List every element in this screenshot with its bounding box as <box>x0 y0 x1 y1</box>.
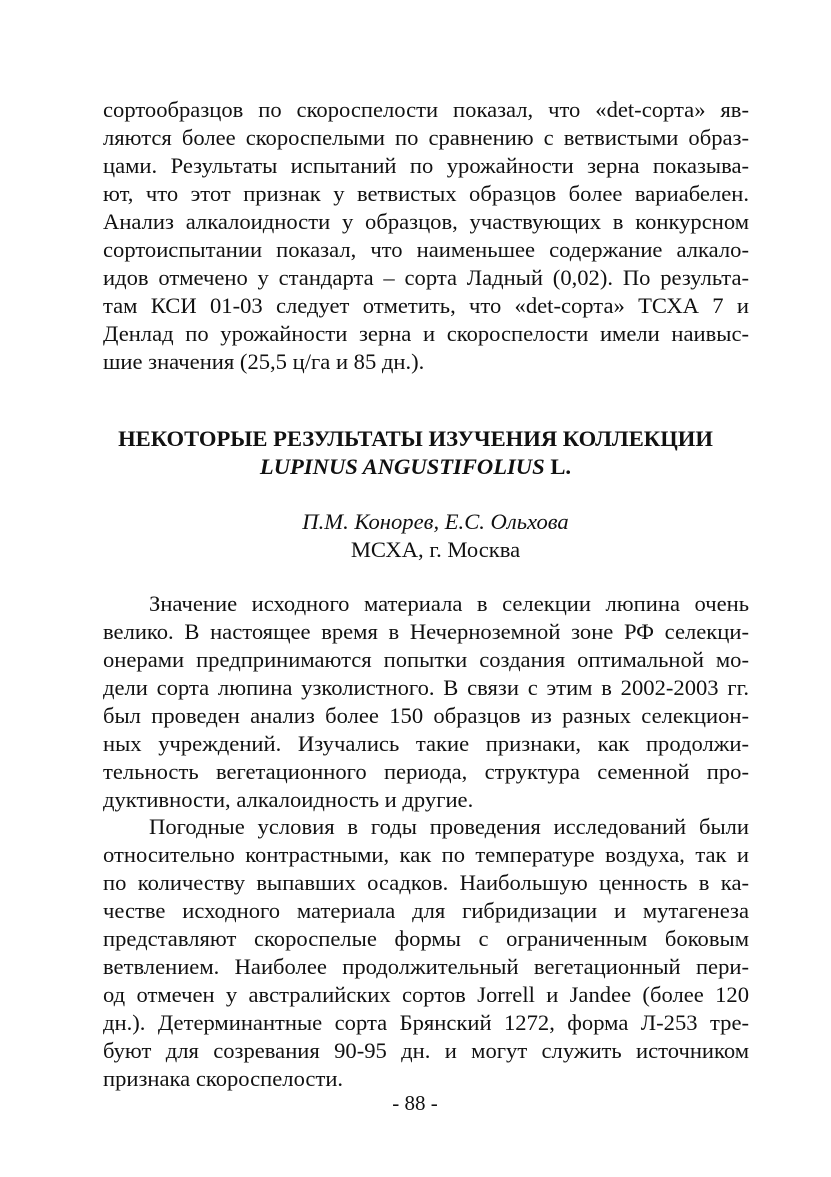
text-line: шие значения (25,5 ц/га и 85 дн.). <box>103 349 425 374</box>
species-name: LUPINUS ANGUSTIFOLIUS <box>259 454 545 479</box>
text-line: ных учреждений. Изучались такие признаки, как продолжи- <box>103 731 749 756</box>
text-line: представляют скороспелые формы с ограниченным боковым <box>103 926 749 951</box>
article-title-species-line <box>60 453 771 481</box>
page-number: - 88 - <box>392 1091 438 1115</box>
text-line: тельность вегетационного периода, структура семенной про- <box>103 759 749 784</box>
text-line: идов отмечено у стандарта – сорта Ладный (0,02). По результа- <box>103 265 749 290</box>
text-line: ветвлением. Наиболее продолжительный вегетационный пери- <box>103 954 749 979</box>
text-line: там КСИ 01-03 следует отметить, что «det-сорта» ТСХА 7 и <box>103 293 749 318</box>
text-line: онерами предпринимаются попытки создания оптимальной мо- <box>103 647 749 672</box>
text-line: по количеству выпавших осадков. Наибольшую ценность в ка- <box>103 870 749 895</box>
text-line: ляются более скороспелыми по сравнению с ветвистыми образ- <box>103 125 749 150</box>
text-line: Погодные условия в годы проведения исследований были <box>149 814 749 839</box>
text-line: дели сорта люпина узколистного. В связи с этим в 2002-2003 гг. <box>103 675 749 700</box>
article-authors: П.М. Конорев, Е.С. Ольхова <box>302 509 569 534</box>
text-line: относительно контрастными, как по температуре воздуха, так и <box>103 842 749 867</box>
text-line: ют, что этот признак у ветвистых образцов более вариабелен. <box>103 181 749 206</box>
text-line: Денлад по урожайности зерна и скороспелости имели наивыс- <box>103 321 749 346</box>
text-line: дуктивности, алкалоидность и другие. <box>103 787 474 812</box>
text-line: был проведен анализ более 150 образцов из разных селекцион- <box>103 703 749 728</box>
text-line: велико. В настоящее время в Нечерноземной зоне РФ селекци- <box>103 619 749 644</box>
text-line: Анализ алкалоидности у образцов, участвующих в конкурсном <box>103 209 749 234</box>
text-line: сортообразцов по скороспелости показал, что «det-сорта» яв- <box>103 97 749 122</box>
text-line: од отмечен у австралийских сортов Jorrell и Jandee (более 120 <box>103 982 749 1007</box>
text-line: честве исходного материала для гибридизации и мутагенеза <box>103 898 749 923</box>
text-line: Значение исходного материала в селекции люпина очень <box>149 591 749 616</box>
text-line: цами. Результаты испытаний по урожайности зерна показыва- <box>103 153 749 178</box>
article-affiliation: МСХА, г. Москва <box>350 537 521 562</box>
text-line: буют для созревания 90-95 дн. и могут служить источником <box>103 1038 749 1063</box>
text-line: сортоиспытании показал, что наименьшее содержание алкало- <box>103 237 749 262</box>
text-line: дн.). Детерминантные сорта Брянский 1272, форма Л-253 тре- <box>103 1010 749 1035</box>
article-title: НЕКОТОРЫЕ РЕЗУЛЬТАТЫ ИЗУЧЕНИЯ КОЛЛЕКЦИИ <box>118 426 713 451</box>
species-authority: L. <box>544 454 572 479</box>
text-line: признака скороспелости. <box>103 1066 344 1091</box>
